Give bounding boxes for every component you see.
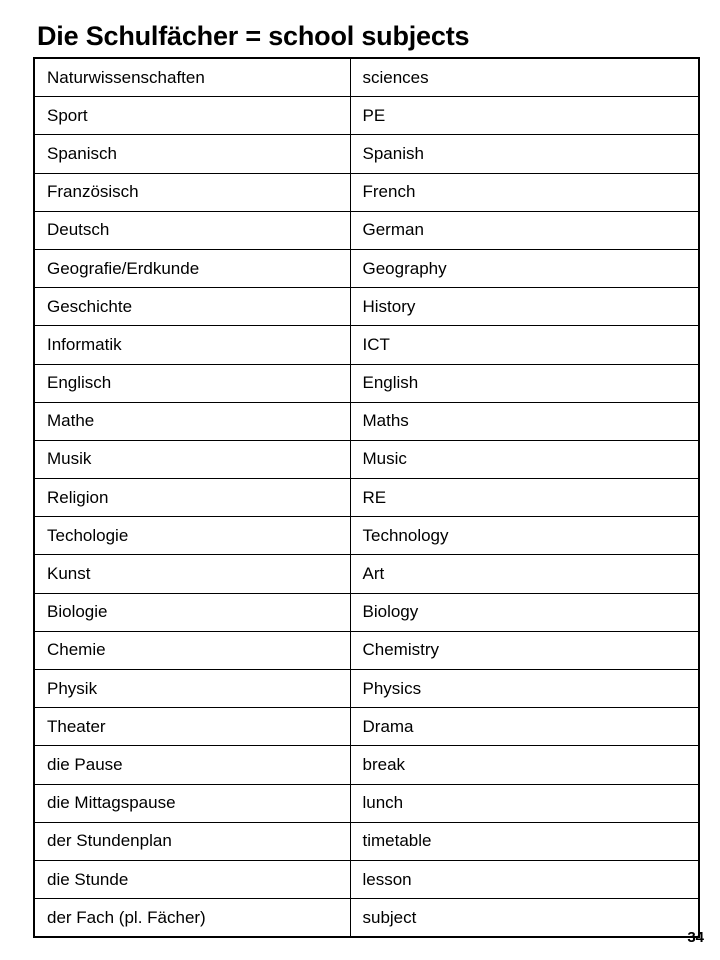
english-term: Maths bbox=[350, 402, 699, 440]
english-term: Music bbox=[350, 440, 699, 478]
german-term: Naturwissenschaften bbox=[34, 58, 350, 97]
table-row bbox=[34, 593, 699, 631]
german-term: Kunst bbox=[34, 555, 350, 593]
table-row bbox=[34, 517, 699, 555]
german-term: die Pause bbox=[34, 746, 350, 784]
german-term: Französisch bbox=[34, 173, 350, 211]
english-term: Chemistry bbox=[350, 631, 699, 669]
table-row bbox=[34, 402, 699, 440]
table-row bbox=[34, 135, 699, 173]
english-term: timetable bbox=[350, 822, 699, 860]
table-row bbox=[34, 479, 699, 517]
table-row bbox=[34, 708, 699, 746]
table-row bbox=[34, 211, 699, 249]
table-row bbox=[34, 58, 699, 97]
english-term: Technology bbox=[350, 517, 699, 555]
german-term: Deutsch bbox=[34, 211, 350, 249]
english-term: French bbox=[350, 173, 699, 211]
german-term: der Stundenplan bbox=[34, 822, 350, 860]
english-term: ICT bbox=[350, 326, 699, 364]
english-term: History bbox=[350, 288, 699, 326]
english-term: lesson bbox=[350, 860, 699, 898]
german-term: Mathe bbox=[34, 402, 350, 440]
english-term: German bbox=[350, 211, 699, 249]
german-term: Sport bbox=[34, 97, 350, 135]
table-row bbox=[34, 173, 699, 211]
table-row bbox=[34, 555, 699, 593]
table-row bbox=[34, 670, 699, 708]
english-term: Geography bbox=[350, 249, 699, 287]
english-term: Biology bbox=[350, 593, 699, 631]
english-term: RE bbox=[350, 479, 699, 517]
german-term: Spanisch bbox=[34, 135, 350, 173]
table-row bbox=[34, 288, 699, 326]
table-row bbox=[34, 860, 699, 898]
table-row bbox=[34, 440, 699, 478]
english-term: subject bbox=[350, 899, 699, 938]
german-term: Musik bbox=[34, 440, 350, 478]
german-term: Techologie bbox=[34, 517, 350, 555]
german-term: Chemie bbox=[34, 631, 350, 669]
german-term: Englisch bbox=[34, 364, 350, 402]
english-term: PE bbox=[350, 97, 699, 135]
english-term: Art bbox=[350, 555, 699, 593]
german-term: Religion bbox=[34, 479, 350, 517]
german-term: Geschichte bbox=[34, 288, 350, 326]
english-term: lunch bbox=[350, 784, 699, 822]
table-row bbox=[34, 784, 699, 822]
german-term: Physik bbox=[34, 670, 350, 708]
vocabulary-table bbox=[33, 57, 700, 938]
table-row bbox=[34, 97, 699, 135]
english-term: Physics bbox=[350, 670, 699, 708]
german-term: Geografie/Erdkunde bbox=[34, 249, 350, 287]
page-title: Die Schulfächer = school subjects bbox=[37, 21, 470, 51]
german-term: Biologie bbox=[34, 593, 350, 631]
table-row bbox=[34, 746, 699, 784]
page-number: 34 bbox=[687, 929, 704, 946]
german-term: Informatik bbox=[34, 326, 350, 364]
german-term: Theater bbox=[34, 708, 350, 746]
table-row bbox=[34, 899, 699, 938]
english-term: Spanish bbox=[350, 135, 699, 173]
english-term: English bbox=[350, 364, 699, 402]
german-term: die Stunde bbox=[34, 860, 350, 898]
table-row bbox=[34, 631, 699, 669]
english-term: Drama bbox=[350, 708, 699, 746]
table-row bbox=[34, 326, 699, 364]
table-row bbox=[34, 364, 699, 402]
table-row bbox=[34, 249, 699, 287]
english-term: break bbox=[350, 746, 699, 784]
english-term: sciences bbox=[350, 58, 699, 97]
german-term: der Fach (pl. Fächer) bbox=[34, 899, 350, 938]
table-row bbox=[34, 822, 699, 860]
german-term: die Mittagspause bbox=[34, 784, 350, 822]
